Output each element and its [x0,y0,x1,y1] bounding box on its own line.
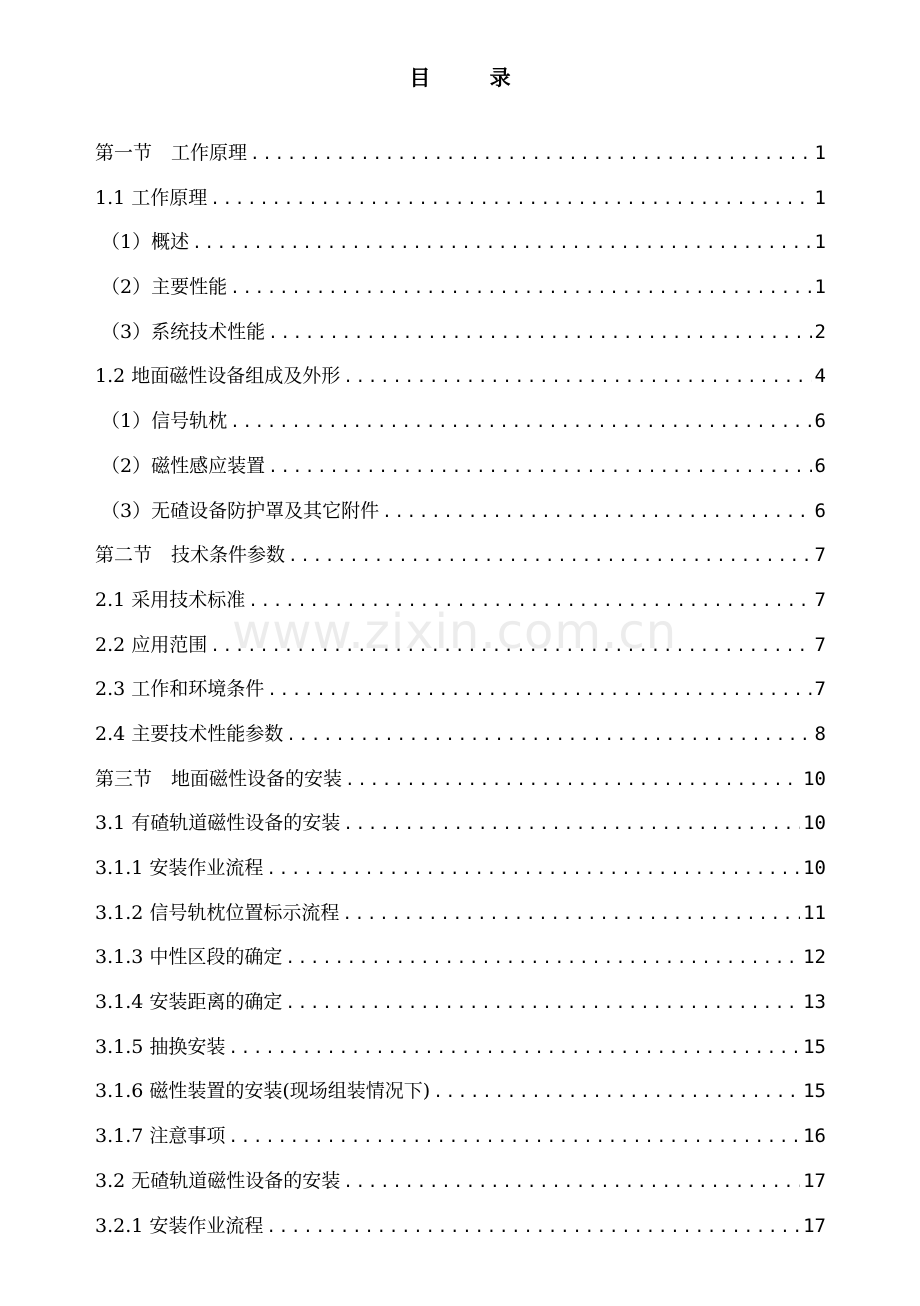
toc-entry[interactable] [95,1204,826,1249]
toc-entry[interactable] [95,1114,826,1159]
toc-leader-dots [288,534,812,579]
toc-entry-text: 3.1.6 磁性装置的安装(现场组装情况下) [95,1080,431,1103]
toc-entry-text: （3）无碴设备防护罩及其它附件 [101,499,380,522]
toc-entry-text: 2.3 工作和环境条件 [95,678,265,701]
toc-entry[interactable] [95,935,826,980]
toc-page-number: 6 [814,410,826,433]
toc-page-number: 10 [803,812,826,835]
watermark: www.zixin.com.cn [232,604,678,660]
toc-leader-dots [343,802,800,847]
toc-entry[interactable] [95,757,826,802]
toc-entry[interactable] [95,578,826,623]
toc-leader-dots [192,221,811,266]
toc-page-number: 12 [803,946,826,969]
toc-leader-dots [250,132,812,177]
toc-entry-text: （2）磁性感应装置 [101,454,266,477]
toc-page-number: 2 [814,320,826,343]
toc-leader-dots [267,668,811,713]
toc-entry-text: 3.1.1 安装作业流程 [95,857,264,879]
toc-leader-dots [382,490,811,535]
toc-entry-text: （2）主要性能 [101,276,228,299]
toc-entry[interactable] [95,1069,826,1114]
toc-entry-text: 第一节 工作原理 [95,142,248,164]
toc-page-number: 15 [803,1080,826,1103]
toc-page-number: 1 [814,276,826,299]
toc-list [95,131,826,1248]
toc-page-number: 8 [814,722,826,745]
toc-leader-dots [230,266,811,311]
toc-page-number: 16 [803,1125,826,1148]
toc-page-number: 6 [814,454,826,477]
toc-leader-dots [210,624,811,669]
toc-entry-text: 第二节 技术条件参数 [95,544,286,567]
toc-entry-text: 2.1 采用技术标准 [95,588,246,611]
toc-entry-text: （1）概述 [101,231,190,254]
toc-entry[interactable] [95,980,826,1025]
toc-page-number: 15 [803,1035,826,1058]
toc-leader-dots [286,713,811,758]
toc-entry-text: 1.2 地面磁性设备组成及外形 [95,365,341,388]
toc-entry-text: 3.1.3 中性区段的确定 [95,946,283,969]
toc-leader-dots [266,1205,800,1250]
toc-entry[interactable] [95,310,826,355]
toc-entry[interactable] [95,623,826,668]
toc-entry[interactable] [95,220,826,265]
toc-entry-text: 3.1.5 抽换安装 [95,1035,226,1058]
toc-leader-dots [228,1026,800,1071]
toc-leader-dots [266,847,800,892]
toc-entry-text: 3.1.7 注意事项 [95,1125,226,1148]
toc-page-number: 7 [814,588,826,611]
toc-entry[interactable] [95,1159,826,1204]
toc-entry-text: 3.2 无碴轨道磁性设备的安装 [95,1169,341,1192]
toc-entry[interactable] [95,354,826,399]
toc-page-number: 6 [814,499,826,522]
toc-entry-text: 3.1.2 信号轨枕位置标示流程 [95,901,340,924]
toc-entry[interactable] [95,176,826,221]
toc-page-number: 13 [803,991,826,1014]
toc-leader-dots [285,981,800,1026]
toc-leader-dots [343,1160,800,1205]
toc-entry-text: 3.1 有碴轨道磁性设备的安装 [95,812,341,835]
toc-page-number: 11 [803,901,826,924]
toc-leader-dots [342,892,800,937]
toc-page-number: 10 [803,767,826,790]
toc-page-number: 1 [814,186,826,209]
toc-leader-dots [248,579,811,624]
toc-leader-dots [433,1070,800,1115]
toc-leader-dots [230,400,811,445]
toc-entry-text: 3.2.1 安装作业流程 [95,1214,264,1237]
toc-page-number: 7 [814,678,826,701]
toc-entry[interactable] [95,801,826,846]
toc-entry[interactable] [95,891,826,936]
toc-page-number: 1 [814,231,826,254]
toc-leader-dots [210,177,811,222]
toc-page-number: 17 [803,1214,826,1237]
toc-entry-text: 3.1.4 安装距离的确定 [95,991,283,1014]
toc-entry[interactable] [95,667,826,712]
toc-title: 目 录 [409,65,537,90]
toc-leader-dots [268,445,811,490]
toc-page-number: 7 [814,544,826,567]
toc-entry[interactable] [95,533,826,578]
toc-entry-text: 1.1 工作原理 [95,186,208,209]
toc-page-number: 10 [803,857,826,879]
toc-leader-dots [285,936,800,981]
toc-entry[interactable] [95,265,826,310]
toc-leader-dots [345,758,800,803]
toc-entry-text: （3）系统技术性能 [101,320,266,343]
toc-entry[interactable] [95,399,826,444]
toc-leader-dots [343,355,811,400]
toc-entry-text: （1）信号轨枕 [101,410,228,433]
toc-entry[interactable] [95,712,826,757]
toc-page-number: 17 [803,1169,826,1192]
toc-entry[interactable] [95,489,826,534]
toc-page-number: 1 [814,142,826,164]
toc-page-number: 7 [814,633,826,656]
toc-entry[interactable] [95,444,826,489]
toc-leader-dots [268,311,811,356]
toc-entry-text: 第三节 地面磁性设备的安装 [95,767,343,790]
toc-entry-text: 2.4 主要技术性能参数 [95,722,284,745]
toc-leader-dots [228,1115,800,1160]
toc-entry-text: 2.2 应用范围 [95,633,208,656]
toc-entry[interactable] [95,131,826,176]
toc-page-number: 4 [814,365,826,388]
toc-entry[interactable] [95,846,826,891]
toc-entry[interactable] [95,1025,826,1070]
